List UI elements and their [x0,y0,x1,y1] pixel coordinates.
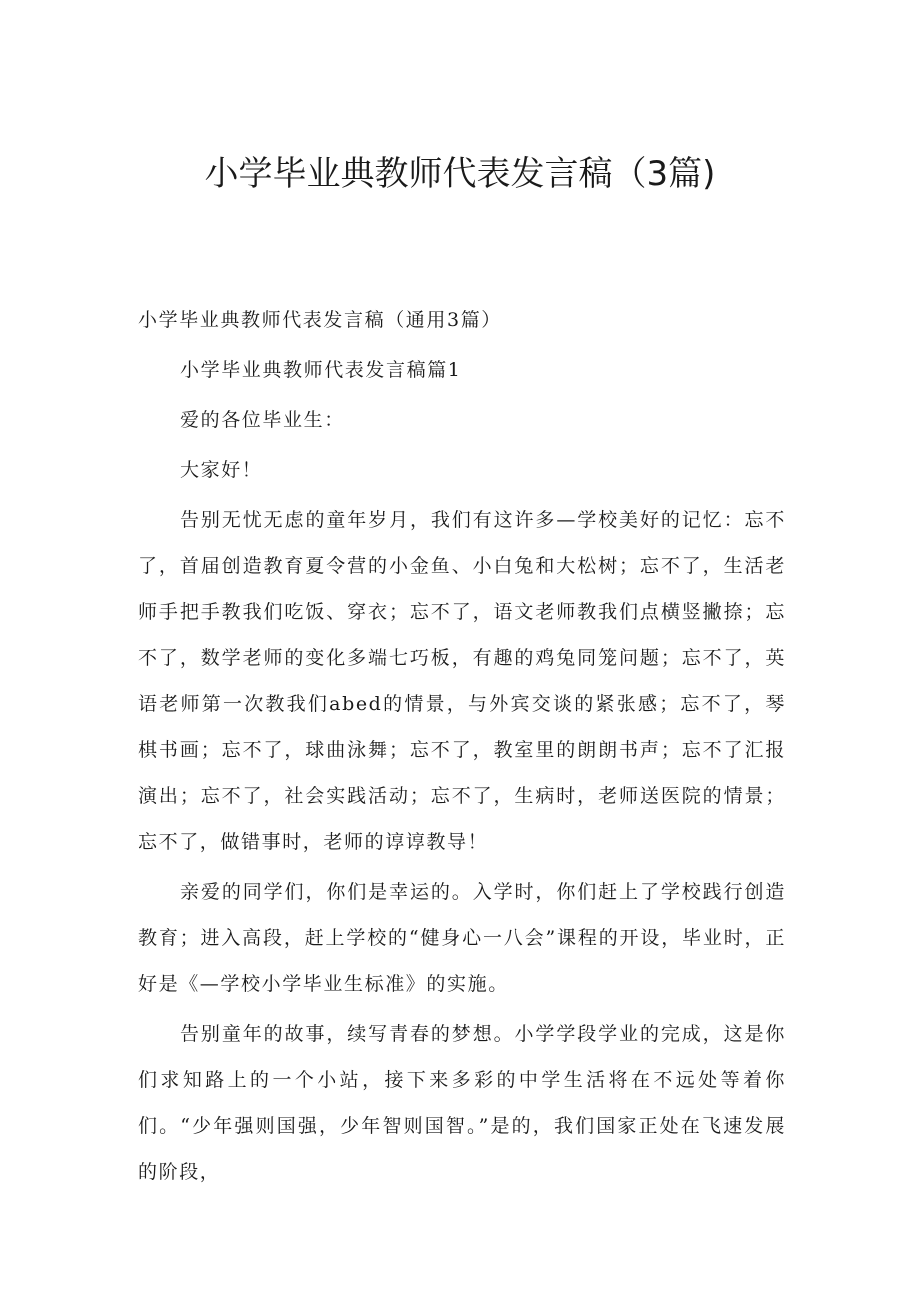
greeting: 大家好！ [180,459,263,481]
document-subtitle: 小学毕业典教师代表发言稿（通用3篇） [138,309,502,331]
section-heading: 小学毕业典教师代表发言稿篇1 [180,359,462,381]
document-body [138,297,786,1195]
paragraph: 亲爱的同学们，你们是幸运的。入学时，你们赶上了学校践行创造教育；进入高段，赶上学校的“健身心一八会”课程的开设，毕业时，正好是《—学校小学毕业生标准》的实施。 [138,881,786,995]
salutation: 爱的各位毕业生： [180,409,345,431]
paragraph: 告别无忧无虑的童年岁月，我们有这许多—学校美好的记忆：忘不了，首届创造教育夏令营的小金鱼、小白兔和大松树；忘不了，生活老师手把手教我们吃饭、穿衣；忘不了，语文老师教我们点横竖撇捺；忘不了，数学老师的变化多端七巧板，有趣的鸡兔同笼问题；忘不了，英语老师第一次教我们abed的情景，与外宾交谈的紧张感；忘不了，琴棋书画；忘不了，球曲泳舞；忘不了，教室里的朗朗书声；忘不了汇报演出；忘不了，社会实践活动；忘不了，生病时，老师送医院的情景；忘不了，做错事时，老师的谆谆教导！ [138,509,786,853]
document-title: 小学毕业典教师代表发言稿（3篇) [204,154,716,194]
paragraph: 告别童年的故事，续写青春的梦想。小学学段学业的完成，这是你们求知路上的一个小站，接下来多彩的中学生活将在不远处等着你们。“少年强则国强，少年智则国智。”是的，我们国家正处在飞速发展的阶段， [138,1023,786,1183]
